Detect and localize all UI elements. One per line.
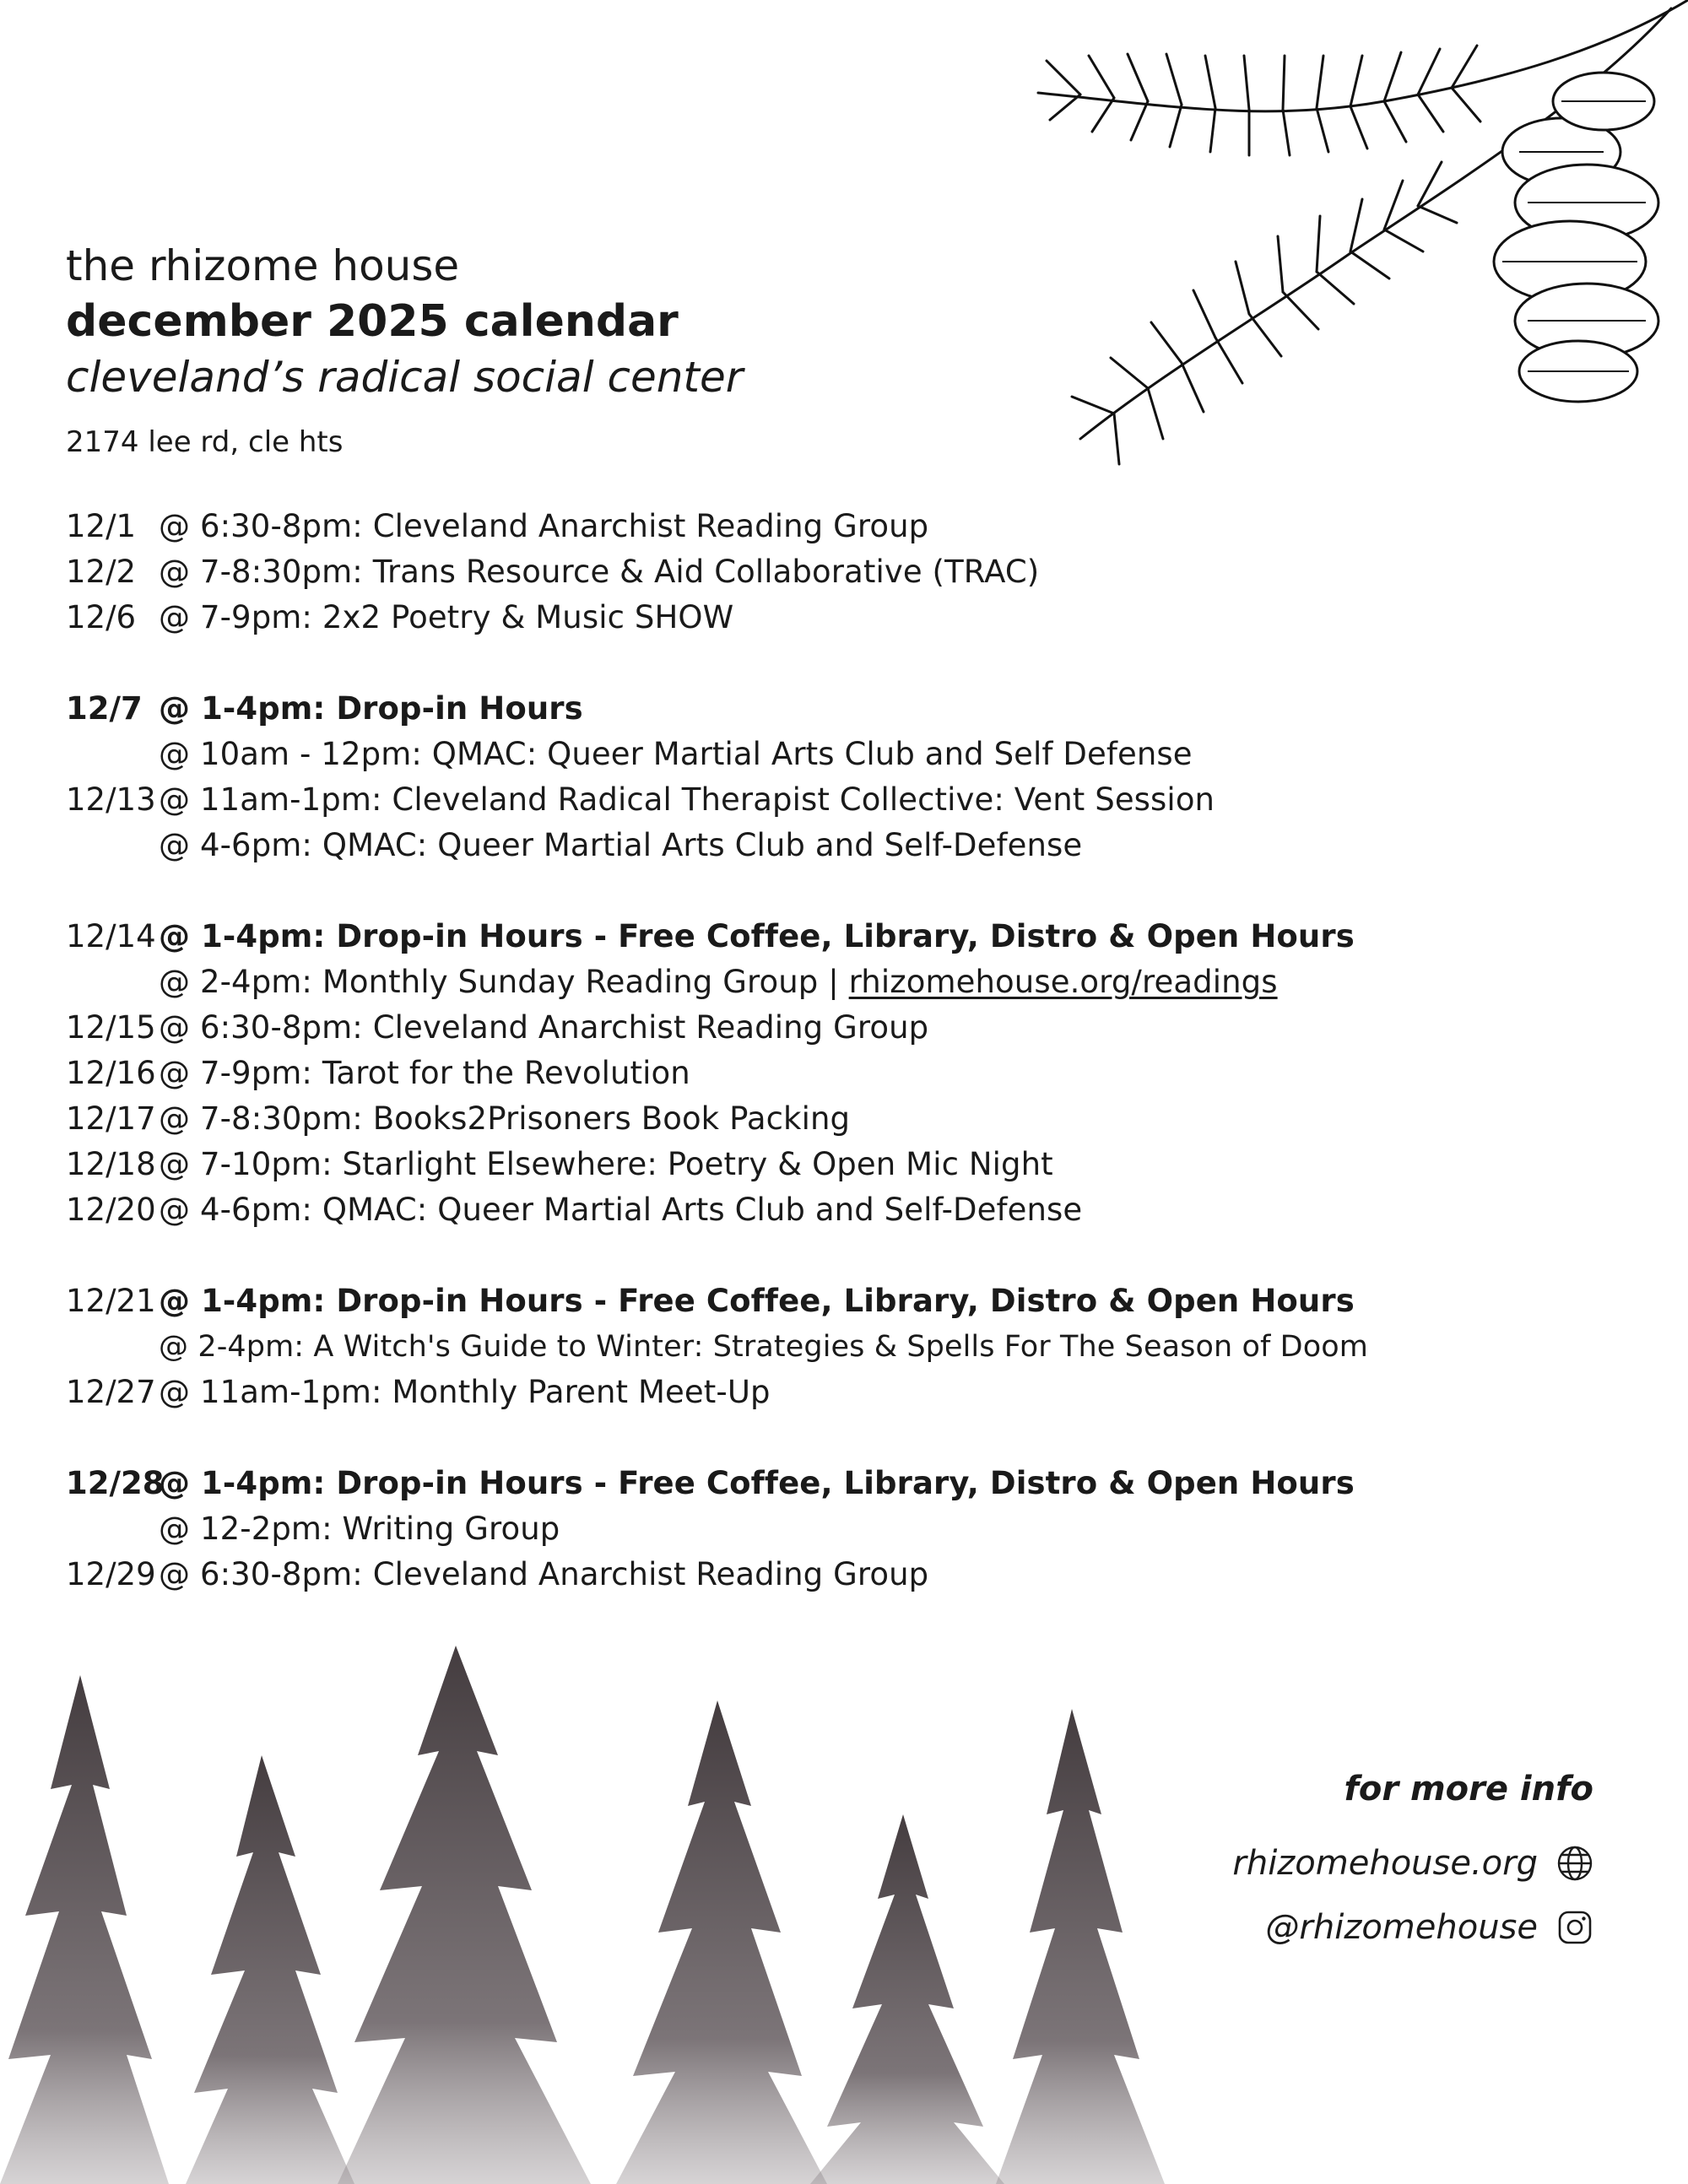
event-text: @ 11am-1pm: Cleveland Radical Therapist Collective: Vent Session — [159, 781, 1215, 818]
event-row — [66, 1324, 1653, 1370]
event-row — [66, 595, 1653, 641]
pine-branch-illustration — [912, 0, 1688, 506]
instagram-icon — [1556, 1909, 1593, 1946]
event-row — [66, 504, 1653, 549]
event-text — [159, 960, 1278, 1005]
event-text: @ 4-6pm: QMAC: Queer Martial Arts Club and Self-Defense — [159, 1192, 1083, 1228]
event-date: 12/7 — [66, 690, 143, 727]
event-text: @ 1-4pm: Drop-in Hours — [159, 690, 583, 727]
instagram-handle[interactable]: @rhizomehouse — [1265, 1908, 1538, 1947]
globe-icon — [1556, 1845, 1593, 1882]
event-text-prefix: @ 2-4pm: Monthly Sunday Reading Group | — [159, 964, 849, 1000]
event-text: @ 7-8:30pm: Trans Resource & Aid Collaborative (TRAC) — [159, 554, 1040, 590]
org-name: the rhizome house — [66, 241, 460, 290]
event-date: 12/2 — [66, 554, 137, 590]
event-text: @ 1-4pm: Drop-in Hours - Free Coffee, Library, Distro & Open Hours — [159, 918, 1355, 954]
event-text: @ 4-6pm: QMAC: Queer Martial Arts Club and Self-Defense — [159, 827, 1083, 863]
website-link[interactable]: rhizomehouse.org — [1232, 1844, 1538, 1883]
event-row — [66, 732, 1653, 777]
event-text: @ 1-4pm: Drop-in Hours - Free Coffee, Library, Distro & Open Hours — [159, 1283, 1355, 1319]
event-date: 12/29 — [66, 1556, 156, 1592]
event-row — [66, 960, 1653, 1005]
event-text: @ 1-4pm: Drop-in Hours - Free Coffee, Library, Distro & Open Hours — [159, 1465, 1355, 1501]
event-date: 12/17 — [66, 1100, 156, 1137]
event-date: 12/20 — [66, 1192, 156, 1228]
event-group — [66, 914, 1653, 1233]
website-line — [1232, 1831, 1593, 1895]
event-date: 12/1 — [66, 508, 137, 544]
event-text: @ 7-9pm: Tarot for the Revolution — [159, 1055, 690, 1091]
event-date: 12/27 — [66, 1374, 156, 1410]
event-group — [66, 1461, 1653, 1597]
event-row — [66, 1051, 1653, 1096]
event-row — [66, 1370, 1653, 1415]
event-row — [66, 777, 1653, 823]
calendar-title: december 2025 calendar — [66, 296, 679, 347]
event-row — [66, 1187, 1653, 1233]
event-row — [66, 1096, 1653, 1142]
event-group — [66, 504, 1653, 641]
event-list — [66, 504, 1653, 1643]
pine-forest-illustration — [0, 1620, 1207, 2184]
header — [66, 238, 743, 459]
address: 2174 lee rd, cle hts — [66, 425, 344, 459]
event-date: 12/15 — [66, 1009, 156, 1046]
event-group — [66, 1279, 1653, 1415]
tagline: cleveland’s radical social center — [66, 353, 744, 402]
event-row — [66, 686, 1653, 732]
event-date: 12/6 — [66, 599, 137, 635]
event-text: @ 12-2pm: Writing Group — [159, 1511, 560, 1547]
event-row — [66, 1142, 1653, 1187]
event-text: @ 7-10pm: Starlight Elsewhere: Poetry & Open Mic Night — [159, 1146, 1053, 1182]
event-row — [66, 1506, 1653, 1552]
readings-link[interactable]: rhizomehouse.org/readings — [848, 964, 1278, 1000]
event-text: @ 2-4pm: A Witch's Guide to Winter: Strategies & Spells For The Season of Doom — [159, 1330, 1368, 1364]
event-date: 12/18 — [66, 1146, 156, 1182]
event-text: @ 11am-1pm: Monthly Parent Meet-Up — [159, 1374, 771, 1410]
event-row — [66, 1461, 1653, 1506]
event-text: @ 7-9pm: 2x2 Poetry & Music SHOW — [159, 599, 734, 635]
event-date: 12/16 — [66, 1055, 156, 1091]
event-date: 12/28 — [66, 1465, 165, 1501]
event-text: @ 6:30-8pm: Cleveland Anarchist Reading Group — [159, 1009, 929, 1046]
event-row — [66, 1552, 1653, 1597]
event-text: @ 6:30-8pm: Cleveland Anarchist Reading Group — [159, 1556, 929, 1592]
event-row — [66, 823, 1653, 868]
more-info-title: for more info — [1344, 1770, 1593, 1808]
event-text: @ 10am - 12pm: QMAC: Queer Martial Arts Club and Self Defense — [159, 736, 1193, 772]
event-row — [66, 914, 1653, 960]
event-date: 12/13 — [66, 781, 156, 818]
event-date: 12/14 — [66, 918, 156, 954]
more-info — [1232, 1764, 1593, 1960]
event-row — [66, 549, 1653, 595]
social-line — [1232, 1895, 1593, 1960]
event-row — [66, 1279, 1653, 1324]
event-text: @ 6:30-8pm: Cleveland Anarchist Reading Group — [159, 508, 929, 544]
event-date: 12/21 — [66, 1283, 156, 1319]
event-row — [66, 1005, 1653, 1051]
event-group — [66, 686, 1653, 868]
event-text: @ 7-8:30pm: Books2Prisoners Book Packing — [159, 1100, 851, 1137]
